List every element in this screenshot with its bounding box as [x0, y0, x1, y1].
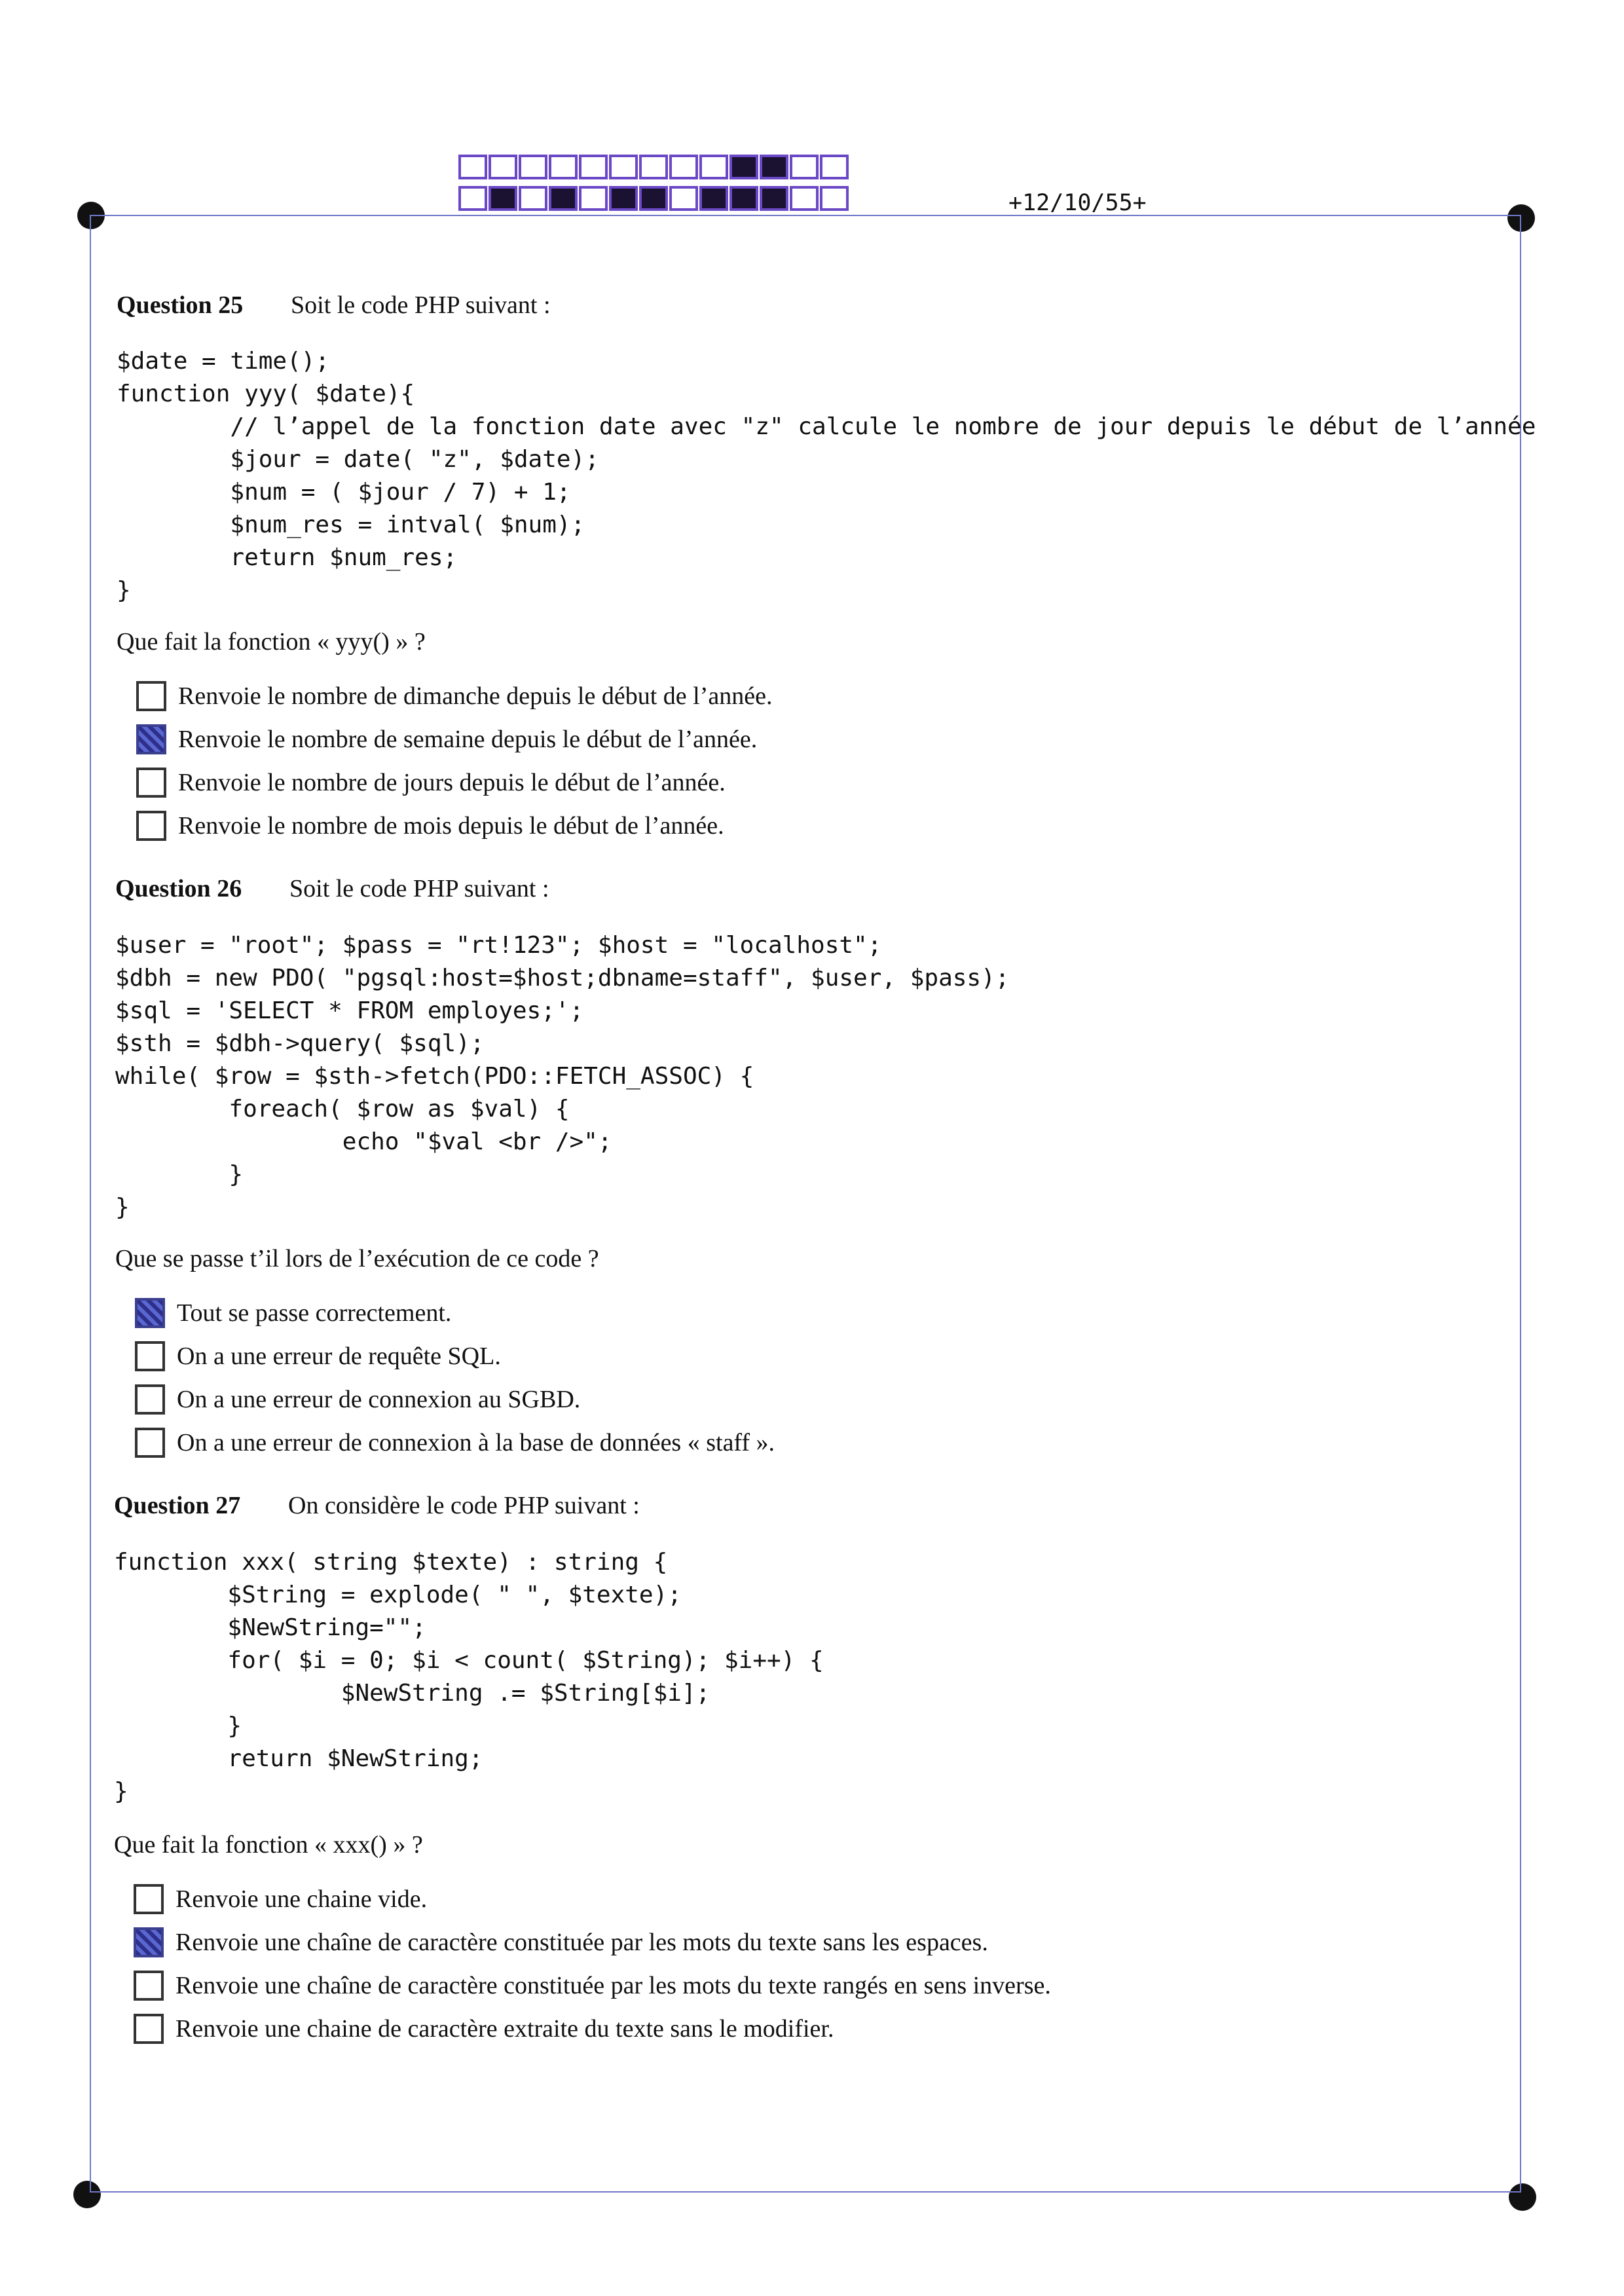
- barcode-cell: [729, 155, 758, 179]
- answer-checkbox[interactable]: [136, 811, 166, 841]
- barcode-cell: [790, 186, 819, 211]
- answer-option[interactable]: [134, 1971, 1051, 2001]
- barcode-cell: [458, 186, 487, 211]
- question-label: Question 25: [117, 291, 244, 319]
- barcode-cell: [549, 186, 578, 211]
- question-26-prompt: Que se passe t’il lors de l’exécution de ce code ?: [115, 1245, 599, 1272]
- answer-option[interactable]: [136, 768, 726, 798]
- answer-option[interactable]: [134, 1927, 988, 1957]
- barcode-cell: [790, 155, 819, 179]
- answer-checkbox[interactable]: [135, 1428, 165, 1458]
- answer-checkbox[interactable]: [134, 1884, 164, 1914]
- barcode-cell: [669, 186, 698, 211]
- barcode-cell: [639, 186, 668, 211]
- barcode-cell: [609, 186, 638, 211]
- answer-checkbox[interactable]: [136, 681, 166, 711]
- question-intro: Soit le code PHP suivant :: [289, 875, 549, 902]
- answer-option[interactable]: [136, 681, 772, 711]
- barcode-cell: [579, 186, 608, 211]
- barcode-cell: [489, 155, 517, 179]
- answer-option[interactable]: [134, 2014, 834, 2044]
- answer-text: Tout se passe correctement.: [177, 1299, 452, 1327]
- answer-text: Renvoie le nombre de semaine depuis le début de l’année.: [178, 726, 758, 753]
- question-25-header: [117, 291, 551, 320]
- barcode-cell: [729, 186, 758, 211]
- barcode-cell: [458, 155, 487, 179]
- barcode-row-2: [458, 186, 850, 211]
- question-intro: On considère le code PHP suivant :: [288, 1492, 640, 1519]
- question-25-prompt: Que fait la fonction « yyy() » ?: [117, 628, 426, 656]
- question-25-code: $date = time(); function yyy( $date){ // l’appel de la fonction date avec "z" calcule le nombre de jour depuis le début de l’année $jour = date( "z", $date); $num = ( $jour / 7) + 1; $num_res = intval( $num); return $num_res; }: [117, 348, 1536, 604]
- barcode-cell: [579, 155, 608, 179]
- barcode-cell: [760, 155, 788, 179]
- barcode-row-1: [458, 155, 850, 179]
- answer-text: On a une erreur de connexion au SGBD.: [177, 1386, 581, 1413]
- answer-checkbox[interactable]: [136, 768, 166, 798]
- sheet-id-code: +12/10/55+: [1008, 190, 1147, 216]
- answer-text: Renvoie le nombre de jours depuis le début de l’année.: [178, 769, 726, 796]
- answer-text: Renvoie une chaine de caractère extraite du texte sans le modifier.: [175, 2015, 834, 2043]
- question-label: Question 27: [114, 1492, 241, 1519]
- barcode-cell: [489, 186, 517, 211]
- barcode-cell: [699, 186, 728, 211]
- barcode-cell: [519, 186, 547, 211]
- barcode-cell: [669, 155, 698, 179]
- answer-option[interactable]: [135, 1341, 501, 1371]
- answer-text: Renvoie une chaîne de caractère constituée par les mots du texte sans les espaces.: [175, 1929, 988, 1956]
- barcode-cell: [609, 155, 638, 179]
- answer-checkbox[interactable]: [134, 2014, 164, 2044]
- question-27-code: function xxx( string $texte) : string { $String = explode( " ", $texte); $NewString=""; for( $i = 0; $i < count( $String); $i++) { $NewString .= $String[$i]; } return $NewString; }: [114, 1549, 824, 1805]
- answer-text: On a une erreur de connexion à la base de données « staff ».: [177, 1429, 775, 1456]
- answer-checkbox[interactable]: [136, 724, 166, 754]
- barcode-cell: [519, 155, 547, 179]
- barcode-cell: [639, 155, 668, 179]
- question-label: Question 26: [115, 875, 242, 902]
- barcode-cell: [699, 155, 728, 179]
- answer-option[interactable]: [136, 724, 757, 754]
- answer-option[interactable]: [135, 1298, 451, 1328]
- barcode-cell: [820, 186, 849, 211]
- question-26-header: [115, 874, 549, 903]
- answer-text: Renvoie une chaîne de caractère constituée par les mots du texte rangés en sens inverse.: [175, 1972, 1051, 1999]
- question-27-prompt: Que fait la fonction « xxx() » ?: [114, 1831, 423, 1859]
- answer-checkbox[interactable]: [135, 1384, 165, 1415]
- answer-checkbox[interactable]: [134, 1971, 164, 2001]
- question-27-header: [114, 1491, 640, 1520]
- answer-checkbox[interactable]: [134, 1927, 164, 1957]
- question-26-code: $user = "root"; $pass = "rt!123"; $host = "localhost"; $dbh = new PDO( "pgsql:host=$host;dbname=staff", $user, $pass); $sql = 'SELECT * FROM employes;'; $sth = $dbh->query( $sql); while( $row = $sth->fetch(PDO::FETCH_ASSOC) { foreach( $row as $val) { echo "$val <br />"; } }: [115, 932, 1010, 1221]
- question-intro: Soit le code PHP suivant :: [291, 291, 551, 319]
- answer-option[interactable]: [134, 1884, 427, 1914]
- answer-text: Renvoie le nombre de mois depuis le début de l’année.: [178, 812, 724, 840]
- barcode-cell: [760, 186, 788, 211]
- barcode-cell: [820, 155, 849, 179]
- answer-option[interactable]: [135, 1428, 775, 1458]
- answer-option[interactable]: [135, 1384, 580, 1415]
- answer-checkbox[interactable]: [135, 1298, 165, 1328]
- barcode-cell: [549, 155, 578, 179]
- answer-option[interactable]: [136, 811, 724, 841]
- answer-text: Renvoie le nombre de dimanche depuis le début de l’année.: [178, 682, 773, 710]
- answer-text: On a une erreur de requête SQL.: [177, 1342, 501, 1370]
- answer-text: Renvoie une chaine vide.: [175, 1885, 428, 1913]
- answer-checkbox[interactable]: [135, 1341, 165, 1371]
